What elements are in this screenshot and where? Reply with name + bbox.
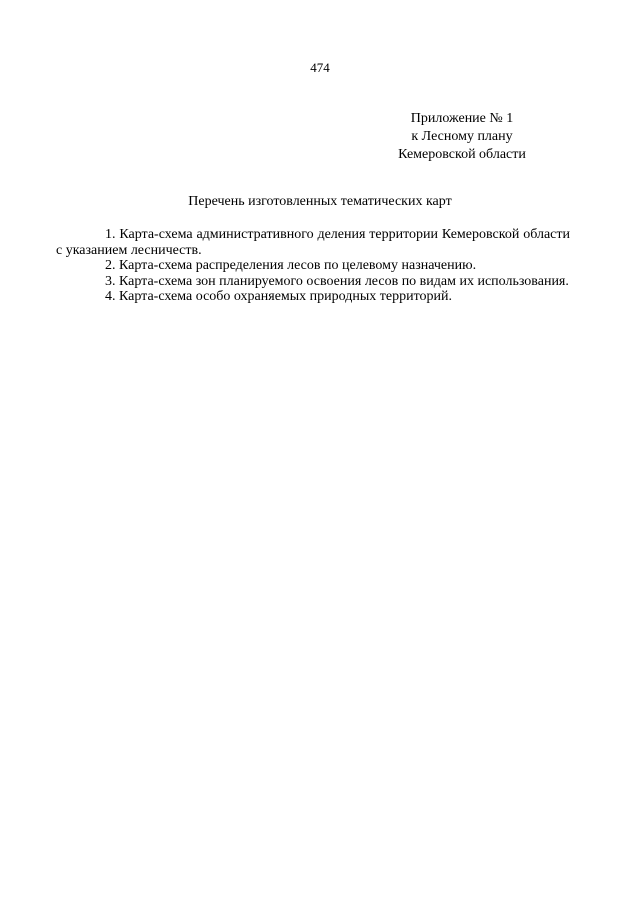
- appendix-line-3: Кемеровской области: [398, 147, 526, 162]
- page-number: 474: [310, 60, 330, 75]
- list-heading: Перечень изготовленных тематических карт: [188, 194, 452, 209]
- list-item: 1. Карта-схема административного деления территории Кемеровской области с указанием лесничеств.: [56, 227, 570, 258]
- appendix-line-1: Приложение № 1: [410, 111, 514, 126]
- list-item: 3. Карта-схема зон планируемого освоения лесов по видам их использования.: [105, 273, 569, 289]
- map-list: [56, 227, 570, 305]
- list-item: 4. Карта-схема особо охраняемых природных территорий.: [105, 289, 453, 304]
- appendix-note: [362, 110, 562, 164]
- appendix-line-2: к Лесному плану: [411, 129, 513, 144]
- list-item: 2. Карта-схема распределения лесов по целевому назначению.: [105, 258, 477, 273]
